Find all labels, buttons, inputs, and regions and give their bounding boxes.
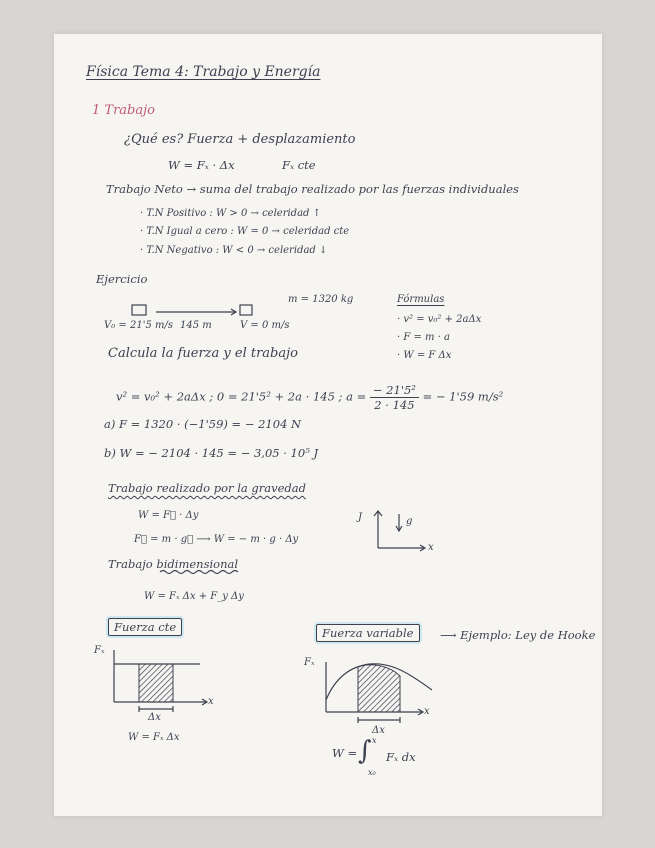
bullet-negative: · T.N Negativo : W < 0 → celeridad ↓ [140, 245, 328, 256]
force-constant-note: Fₓ cte [282, 158, 316, 172]
formula-kinematics: · v² = v₀² + 2aΔx [397, 314, 482, 325]
gravity-heading-text: Trabajo realizado por la gravedad [108, 481, 306, 495]
axis-label-g: g [406, 516, 413, 527]
equation-result: = − 1'59 m/s² [422, 389, 504, 404]
formulas-title: Fórmulas [397, 294, 445, 305]
exercise-heading: Ejercicio [96, 272, 148, 286]
const-work-eq: W = Fₓ Δx [128, 732, 180, 743]
const-x-label: x [208, 696, 214, 707]
answer-force: a) F = 1320 · (−1'59) = − 2104 N [104, 417, 302, 431]
variable-force-title-text: Fuerza variable [316, 624, 420, 642]
integrand: Fₓ dx [386, 750, 416, 764]
page-title: Física Tema 4: Trabajo y Energía [86, 64, 321, 80]
constant-force-title-text: Fuerza cte [108, 618, 182, 636]
distance-value: 145 m [180, 320, 212, 331]
var-fx-label: Fₓ [304, 657, 315, 668]
var-work-area [358, 665, 400, 712]
axis-label-x: x [428, 542, 434, 553]
const-work-area [139, 664, 173, 702]
gravity-eq2: F⃗ = m · g⃗ ⟶ W = − m · g · Δy [134, 534, 299, 545]
integral-sign-icon: ∫ [358, 736, 372, 766]
section-heading-trabajo: 1 Trabajo [92, 103, 155, 118]
initial-velocity: V₀ = 21'5 m/s [104, 320, 173, 331]
bidim-heading-text: Trabajo bidimensional [108, 557, 239, 571]
integral-upper-limit: x [372, 736, 377, 745]
mass-value: m = 1320 kg [288, 294, 354, 305]
definition-question: ¿Qué es? Fuerza + desplazamiento [124, 132, 356, 147]
var-dx-label: Δx [372, 725, 385, 736]
integral-lower-limit: x₀ [368, 768, 376, 777]
gravity-eq1: W = F⃗ · Δy [138, 510, 199, 521]
const-fx-label: Fₓ [94, 645, 105, 656]
exercise-prompt: Calcula la fuerza y el trabajo [108, 346, 298, 361]
hooke-example: ⟶ Ejemplo: Ley de Hooke [440, 628, 596, 642]
work-formula: W = Fₓ · Δx [168, 158, 235, 172]
const-dx-label: Δx [148, 712, 161, 723]
final-velocity: V = 0 m/s [240, 320, 290, 331]
axis-label-j: J [358, 512, 363, 523]
equation-left: v² = v₀² + 2aΔx ; 0 = 21'5² + 2a · 145 ; a = [116, 389, 367, 404]
fraction-denominator: 2 · 145 [374, 398, 415, 412]
bullet-zero: · T.N Igual a cero : W = 0 → celeridad cte [140, 226, 350, 237]
var-x-label: x [424, 706, 430, 717]
formula-newton: · F = m · a [397, 332, 451, 343]
bullet-positive: · T.N Positivo : W > 0 → celeridad ↑ [140, 208, 322, 219]
answer-work: b) W = − 2104 · 145 = − 3,05 · 10⁵ J [104, 446, 319, 460]
bidim-equation: W = Fₓ Δx + F_y Δy [144, 591, 244, 602]
var-work-eq-prefix: W = [332, 746, 358, 760]
fraction-numerator: − 21'5² [370, 383, 419, 398]
net-work-definition: Trabajo Neto → suma del trabajo realizado por las fuerzas individuales [106, 182, 519, 196]
formula-work: · W = F Δx [397, 350, 452, 361]
